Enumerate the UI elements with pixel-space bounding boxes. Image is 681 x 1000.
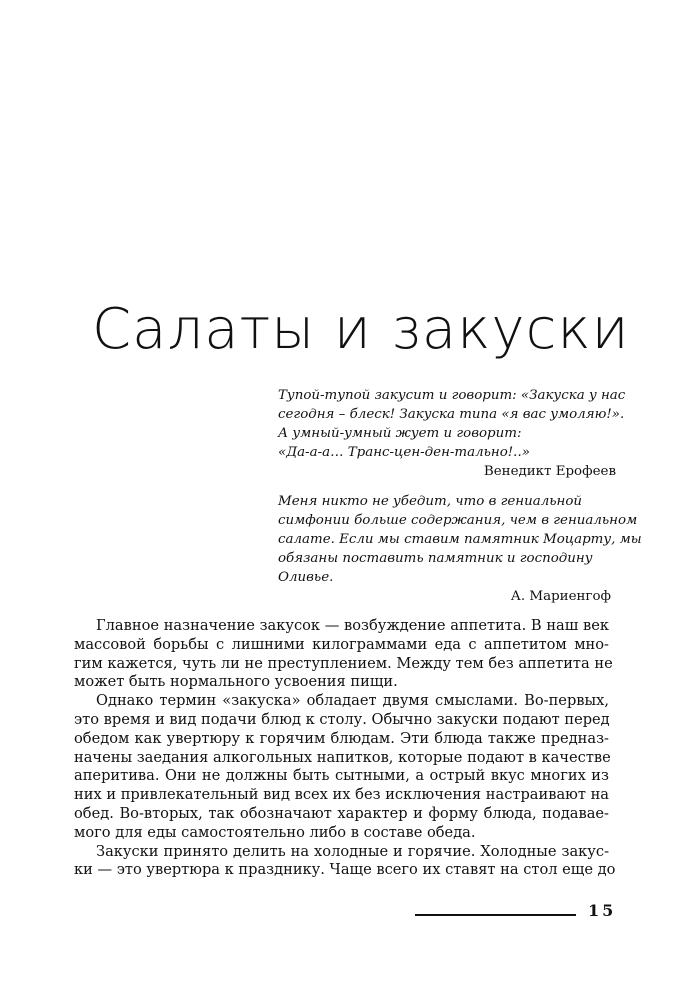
epigraph-line: сегодня – блеск! Закуска типа «я вас умоляю!». [278, 407, 625, 422]
epigraph-line: обязаны поставить памятник и господину [278, 551, 593, 566]
body-text [74, 617, 616, 880]
body-line: Главное назначение закусок — возбуждение аппетита. В наш век [96, 617, 609, 634]
body-line: может быть нормального усвоения пищи. [74, 673, 398, 691]
body-line: ки — это увертюра к празднику. Чаще всего их ставят на стол еще до [74, 861, 616, 879]
epigraph-line: Оливье. [278, 570, 334, 585]
epigraph-line: А умный-умный жует и говорит: [278, 426, 522, 441]
body-line: начены заедания алкогольных напитков, которые подают в качестве [74, 748, 611, 766]
body-line: Однако термин «закуска» обладает двумя смыслами. Во-первых, [96, 692, 609, 710]
body-line: это время и вид подачи блюд к столу. Обычно закуски подают перед [74, 710, 610, 728]
epigraph-line: симфонии больше содержания, чем в гениальном [278, 513, 638, 528]
body-line: мого для еды самостоятельно либо в составе обеда. [74, 823, 476, 841]
epigraph-line: Тупой-тупой закусит и говорит: «Закуска у нас [278, 388, 626, 403]
footer-rule [415, 914, 576, 916]
epigraph-erofeev [278, 386, 626, 481]
body-line: гим кажется, чуть ли не преступлением. Между тем без аппетита не [74, 654, 613, 672]
body-line: массовой борьбы с лишними килограммами еда с аппетитом мно- [74, 635, 609, 653]
epigraph-author: Венедикт Ерофеев [483, 464, 616, 479]
epigraph-mariengof [278, 492, 642, 606]
page-number: 15 [588, 901, 617, 920]
body-line: обедом как увертюру к горячим блюдам. Эти блюда также предназ- [74, 729, 609, 747]
body-line: обед. Во-вторых, так обозначают характер и форму блюда, подавае- [74, 804, 609, 822]
body-line: аперитива. Они не должны быть сытными, а острый вкус многих из [74, 767, 609, 785]
epigraph-line: Меня никто не убедит, что в гениальной [278, 494, 583, 509]
chapter-title: Салаты и закуски [92, 297, 630, 362]
epigraph-line: салате. Если мы ставим памятник Моцарту, мы [278, 532, 642, 547]
body-line: Закуски принято делить на холодные и горячие. Холодные закус- [96, 842, 609, 860]
epigraph-line: «Да-а-а… Транс-цен-ден-тально!..» [278, 445, 530, 460]
body-line: них и привлекательный вид всех их без исключения настраивают на [74, 786, 609, 804]
epigraph-author: А. Мариенгоф [510, 589, 611, 604]
